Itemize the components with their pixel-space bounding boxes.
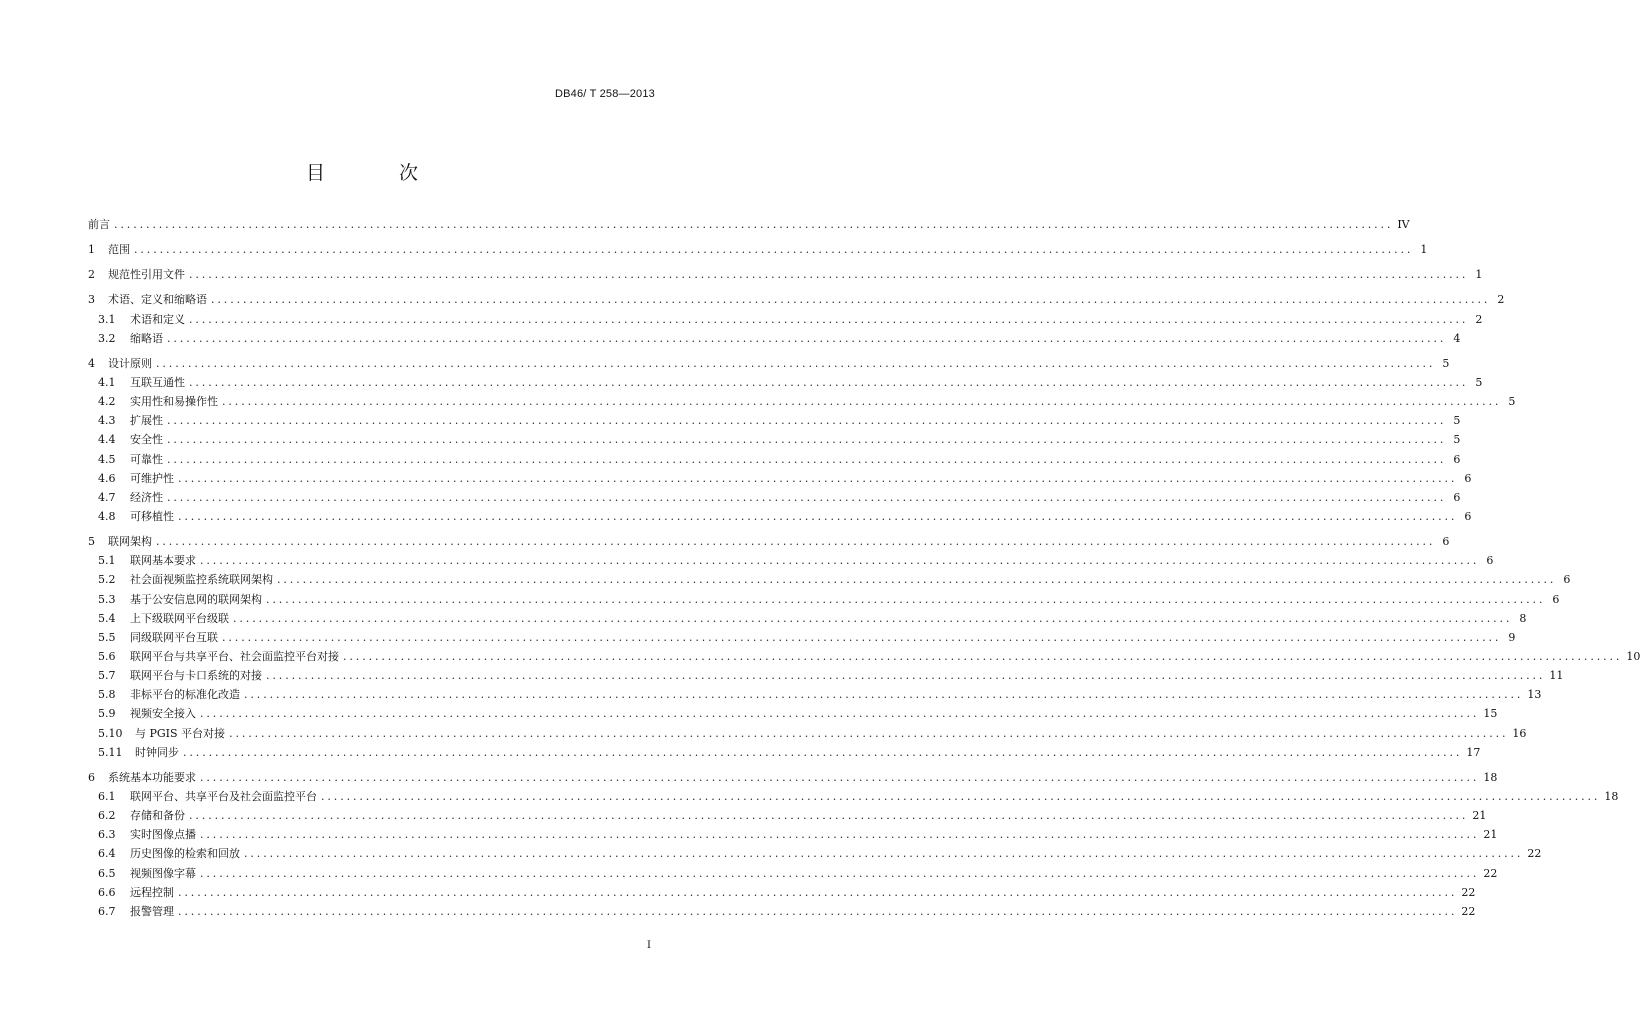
toc-entry-page: 6 xyxy=(1552,592,1560,606)
toc-entry-number: 5 xyxy=(88,535,95,549)
toc-entry[interactable] xyxy=(88,469,1472,488)
toc-entry-label: 历史图像的检索和回放 xyxy=(130,847,240,861)
toc-entry-page: 1 xyxy=(1475,268,1483,282)
toc-entry-page: 8 xyxy=(1519,611,1527,625)
table-of-contents xyxy=(88,215,1640,921)
toc-leader-dots: ........................................................................................................................................................................................................ xyxy=(167,331,1447,345)
toc-entry-label: 经济性 xyxy=(130,490,163,504)
toc-entry-label: 基于公安信息网的联网架构 xyxy=(130,592,262,606)
toc-entry-label: 与 PGIS 平台对接 xyxy=(135,726,226,740)
toc-entry-number: 6.6 xyxy=(98,885,116,899)
toc-leader-dots: ........................................................................................................................................................................................................ xyxy=(200,770,1480,784)
toc-entry-number: 4.6 xyxy=(98,471,116,485)
toc-entry-page: 2 xyxy=(1475,312,1483,326)
toc-leader-dots: ........................................................................................................................................................................................................ xyxy=(134,243,1414,257)
toc-leader-dots: ........................................................................................................................................................................................................ xyxy=(178,471,1458,485)
toc-leader-dots: ........................................................................................................................................................................................................ xyxy=(167,414,1447,428)
toc-leader-dots: ........................................................................................................................................................................................................ xyxy=(200,707,1480,721)
toc-leader-dots: ........................................................................................................................................................................................................ xyxy=(189,312,1469,326)
toc-entry-label: 实用性和易操作性 xyxy=(130,395,218,409)
toc-entry-number: 6.3 xyxy=(98,828,116,842)
toc-entry-page: 6 xyxy=(1453,452,1461,466)
toc-entry-page: 6 xyxy=(1563,573,1571,587)
toc-entry-number: 6.5 xyxy=(98,866,116,880)
toc-entry-label: 术语和定义 xyxy=(130,312,185,326)
toc-entry[interactable] xyxy=(88,806,1487,825)
toc-entry-page: 22 xyxy=(1461,904,1476,918)
toc-entry-label: 非标平台的标准化改造 xyxy=(130,688,240,702)
toc-entry[interactable] xyxy=(88,666,1564,685)
toc-entry-number: 5.7 xyxy=(98,669,116,683)
toc-entry[interactable] xyxy=(88,609,1527,628)
toc-entry-page: 13 xyxy=(1527,688,1542,702)
toc-leader-dots: ........................................................................................................................................................................................................ xyxy=(321,789,1601,803)
toc-leader-dots: ........................................................................................................................................................................................................ xyxy=(200,828,1480,842)
toc-entry-label: 时钟同步 xyxy=(135,745,179,759)
toc-entry-label: 规范性引用文件 xyxy=(108,268,185,282)
toc-entry[interactable] xyxy=(88,373,1483,392)
toc-entry[interactable] xyxy=(88,787,1619,806)
toc-entry-label: 视频图像字幕 xyxy=(130,866,196,880)
toc-entry-label: 社会面视频监控系统联网架构 xyxy=(130,573,273,587)
toc-entry-label: 可移植性 xyxy=(130,509,174,523)
toc-entry-page: 22 xyxy=(1483,866,1498,880)
toc-entry-number: 4.3 xyxy=(98,414,116,428)
toc-entry[interactable] xyxy=(88,310,1483,329)
toc-leader-dots: ........................................................................................................................................................................................................ xyxy=(222,630,1502,644)
toc-entry-label: 安全性 xyxy=(130,433,163,447)
toc-entry-page: 6 xyxy=(1464,509,1472,523)
toc-entry-label: 视频安全接入 xyxy=(130,707,196,721)
toc-entry-label: 存储和备份 xyxy=(130,809,185,823)
toc-entry-page: 6 xyxy=(1442,535,1450,549)
toc-entry-label: 设计原则 xyxy=(108,356,152,370)
toc-entry-page: 5 xyxy=(1475,375,1483,389)
document-code: DB46/ T 258—2013 xyxy=(554,88,655,100)
toc-entry-number: 3 xyxy=(88,293,95,307)
toc-entry-number: 6.2 xyxy=(98,809,116,823)
toc-entry-number: 5.3 xyxy=(98,592,116,606)
toc-entry-page: 21 xyxy=(1483,828,1498,842)
toc-entry[interactable] xyxy=(88,590,1560,609)
toc-entry[interactable] xyxy=(88,507,1472,526)
toc-entry[interactable] xyxy=(88,704,1498,723)
toc-entry[interactable] xyxy=(88,551,1494,570)
toc-entry-label: 互联互通性 xyxy=(130,375,185,389)
toc-entry-number: 5.10 xyxy=(98,726,123,740)
toc-entry-number: 6 xyxy=(88,770,95,784)
toc-entry-page: 22 xyxy=(1527,847,1542,861)
toc-leader-dots: ........................................................................................................................................................................................................ xyxy=(189,375,1469,389)
toc-leader-dots: ........................................................................................................................................................................................................ xyxy=(156,535,1436,549)
page-title: 目 次 xyxy=(305,162,453,184)
toc-entry[interactable] xyxy=(88,883,1476,902)
toc-entry-number: 3.1 xyxy=(98,312,116,326)
toc-entry-label: 联网平台与共享平台、社会面监控平台对接 xyxy=(130,649,339,663)
toc-entry-number: 1 xyxy=(88,243,95,257)
toc-leader-dots: ........................................................................................................................................................................................................ xyxy=(229,726,1509,740)
toc-entry-label: 同级联网平台互联 xyxy=(130,630,218,644)
toc-entry-page: 22 xyxy=(1461,885,1476,899)
toc-entry-number: 5.8 xyxy=(98,688,116,702)
toc-entry-page: IV xyxy=(1397,218,1410,231)
toc-entry-label: 联网架构 xyxy=(108,535,152,549)
toc-leader-dots: ........................................................................................................................................................................................................ xyxy=(266,592,1546,606)
toc-leader-dots: ........................................................................................................................................................................................................ xyxy=(178,885,1458,899)
toc-entry-page: 11 xyxy=(1549,669,1564,683)
toc-leader-dots: ........................................................................................................................................................................................................ xyxy=(167,490,1447,504)
toc-entry-page: 18 xyxy=(1604,789,1619,803)
toc-entry-number: 2 xyxy=(88,268,95,282)
toc-entry-number: 6.4 xyxy=(98,847,116,861)
toc-entry-number: 5.4 xyxy=(98,611,116,625)
toc-entry-page: 5 xyxy=(1453,433,1461,447)
toc-entry[interactable] xyxy=(88,825,1498,844)
toc-entry-label: 联网平台与卡口系统的对接 xyxy=(130,669,262,683)
toc-entry-number: 5.11 xyxy=(98,745,123,759)
toc-leader-dots: ........................................................................................................................................................................................................ xyxy=(343,649,1623,663)
toc-entry-label: 可靠性 xyxy=(130,452,163,466)
toc-entry-page: 2 xyxy=(1497,293,1505,307)
toc-entry-label: 范围 xyxy=(108,243,130,257)
toc-entry-label: 扩展性 xyxy=(130,414,163,428)
toc-entry[interactable] xyxy=(88,647,1640,666)
toc-entry[interactable] xyxy=(88,532,1450,551)
toc-entry-page: 15 xyxy=(1483,707,1498,721)
toc-leader-dots: ........................................................................................................................................................................................................ xyxy=(167,433,1447,447)
toc-entry-label: 实时图像点播 xyxy=(130,828,196,842)
toc-entry[interactable] xyxy=(88,724,1527,743)
toc-entry[interactable] xyxy=(88,628,1516,647)
toc-entry-label: 上下级联网平台级联 xyxy=(130,611,229,625)
toc-entry-label: 系统基本功能要求 xyxy=(108,770,196,784)
toc-entry[interactable] xyxy=(88,488,1461,507)
toc-leader-dots: ........................................................................................................................................................................................................ xyxy=(189,268,1469,282)
toc-leader-dots: ........................................................................................................................................................................................................ xyxy=(156,356,1436,370)
toc-entry[interactable] xyxy=(88,743,1481,762)
toc-leader-dots: ........................................................................................................................................................................................................ xyxy=(200,554,1480,568)
toc-entry[interactable] xyxy=(88,844,1542,863)
toc-entry[interactable] xyxy=(88,265,1483,284)
toc-entry-label: 报警管理 xyxy=(130,904,174,918)
toc-entry-label: 可维护性 xyxy=(130,471,174,485)
toc-entry-number: 5.1 xyxy=(98,554,116,568)
toc-entry-page: 17 xyxy=(1466,745,1481,759)
toc-entry[interactable] xyxy=(88,902,1476,921)
toc-entry-page: 18 xyxy=(1483,770,1498,784)
toc-entry-page: 10 xyxy=(1626,649,1640,663)
toc-entry-number: 4.2 xyxy=(98,395,116,409)
toc-leader-dots: ........................................................................................................................................................................................................ xyxy=(266,669,1546,683)
toc-leader-dots: ........................................................................................................................................................................................................ xyxy=(244,688,1524,702)
toc-entry-page: 6 xyxy=(1464,471,1472,485)
toc-entry[interactable] xyxy=(88,215,1410,234)
toc-leader-dots: ........................................................................................................................................................................................................ xyxy=(222,395,1502,409)
toc-entry[interactable] xyxy=(88,329,1461,348)
toc-entry-number: 4 xyxy=(88,356,95,370)
toc-entry-page: 16 xyxy=(1512,726,1527,740)
toc-entry[interactable] xyxy=(88,430,1461,449)
toc-leader-dots: ........................................................................................................................................................................................................ xyxy=(277,573,1557,587)
toc-entry[interactable] xyxy=(88,570,1571,589)
toc-entry-number: 4.8 xyxy=(98,509,116,523)
toc-entry[interactable] xyxy=(88,290,1505,309)
toc-leader-dots: ........................................................................................................................................................................................................ xyxy=(178,509,1458,523)
toc-entry-number: 4.4 xyxy=(98,433,116,447)
toc-entry-label: 前言 xyxy=(88,218,110,231)
toc-leader-dots: ........................................................................................................................................................................................................ xyxy=(178,904,1458,918)
toc-entry[interactable] xyxy=(88,685,1542,704)
toc-entry-page: 9 xyxy=(1508,630,1516,644)
toc-leader-dots: ........................................................................................................................................................................................................ xyxy=(211,293,1491,307)
toc-entry-number: 4.7 xyxy=(98,490,116,504)
toc-entry-number: 4.5 xyxy=(98,452,116,466)
toc-entry[interactable] xyxy=(88,240,1428,259)
toc-entry[interactable] xyxy=(88,450,1461,469)
toc-entry-page: 4 xyxy=(1453,331,1461,345)
toc-leader-dots: ........................................................................................................................................................................................................ xyxy=(233,611,1513,625)
toc-entry-number: 6.7 xyxy=(98,904,116,918)
toc-entry-number: 4.1 xyxy=(98,375,116,389)
toc-leader-dots: ........................................................................................................................................................................................................ xyxy=(114,218,1394,231)
toc-entry[interactable] xyxy=(88,392,1516,411)
toc-entry-number: 5.2 xyxy=(98,573,116,587)
toc-entry[interactable] xyxy=(88,411,1461,430)
toc-entry-page: 6 xyxy=(1453,490,1461,504)
toc-entry-number: 6.1 xyxy=(98,789,116,803)
toc-entry-page: 21 xyxy=(1472,809,1487,823)
toc-entry[interactable] xyxy=(88,354,1450,373)
toc-entry-label: 联网平台、共享平台及社会面监控平台 xyxy=(130,789,317,803)
toc-entry-page: 1 xyxy=(1420,243,1428,257)
toc-entry[interactable] xyxy=(88,768,1498,787)
toc-entry-number: 5.5 xyxy=(98,630,116,644)
toc-leader-dots: ........................................................................................................................................................................................................ xyxy=(244,847,1524,861)
toc-leader-dots: ........................................................................................................................................................................................................ xyxy=(189,809,1469,823)
toc-leader-dots: ........................................................................................................................................................................................................ xyxy=(167,452,1447,466)
toc-leader-dots: ........................................................................................................................................................................................................ xyxy=(200,866,1480,880)
toc-entry-label: 术语、定义和缩略语 xyxy=(108,293,207,307)
toc-entry-number: 3.2 xyxy=(98,331,116,345)
toc-entry-page: 5 xyxy=(1508,395,1516,409)
toc-entry-label: 远程控制 xyxy=(130,885,174,899)
toc-entry-page: 5 xyxy=(1442,356,1450,370)
toc-entry[interactable] xyxy=(88,864,1498,883)
toc-entry-number: 5.9 xyxy=(98,707,116,721)
toc-entry-label: 缩略语 xyxy=(130,331,163,345)
page-number: I xyxy=(647,940,651,951)
toc-leader-dots: ........................................................................................................................................................................................................ xyxy=(183,745,1463,759)
toc-entry-page: 5 xyxy=(1453,414,1461,428)
toc-entry-label: 联网基本要求 xyxy=(130,554,196,568)
toc-entry-page: 6 xyxy=(1486,554,1494,568)
toc-entry-number: 5.6 xyxy=(98,649,116,663)
